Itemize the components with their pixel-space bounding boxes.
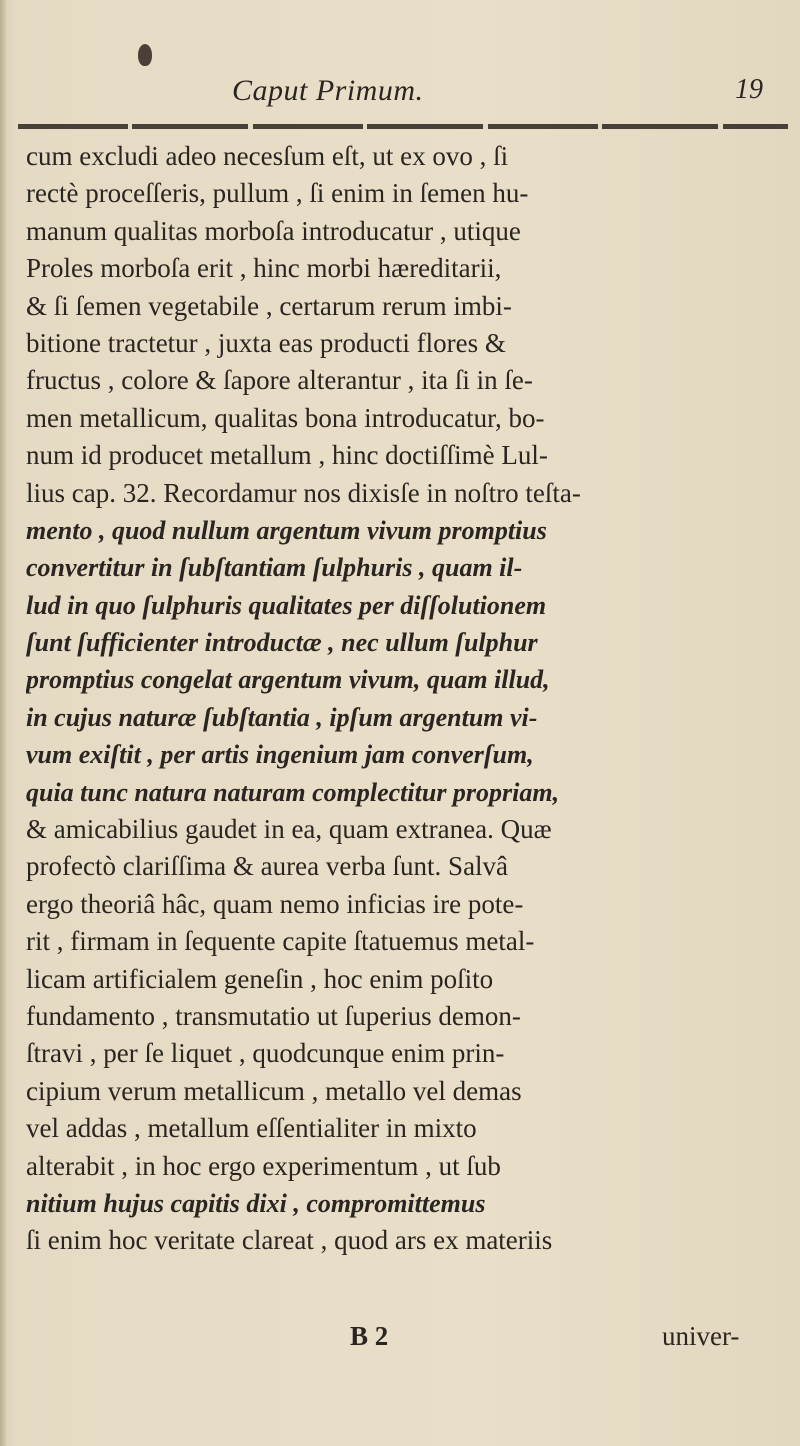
text-line: ſunt ſufficienter introductæ , nec ullum ſulphur — [26, 628, 538, 658]
text-line: promptius congelat argentum vivum, quam illud, — [26, 665, 550, 695]
text-line: cipium verum metallicum , metallo vel demas — [26, 1075, 522, 1106]
text-line: ergo theoriâ hâc, quam nemo inficias ire pote- — [26, 888, 524, 919]
catchword: univer- — [662, 1321, 740, 1351]
body-text — [26, 138, 786, 1260]
text-line: bitione tractetur , juxta eas producti flores & — [26, 327, 506, 358]
text-line: lius cap. 32. Recordamur nos dixisſe in noſtro teſta- — [26, 477, 581, 508]
text-line: fundamento , transmutatio ut ſuperius demon- — [26, 1000, 521, 1031]
text-line: convertitur in ſubſtantiam ſulphuris , quam il- — [26, 553, 523, 583]
text-line: num id producet metallum , hinc doctiſſimè Lul- — [26, 440, 548, 471]
text-line: ſi enim hoc veritate clareat , quod ars ex materiis — [26, 1225, 553, 1256]
signature-mark: B 2 — [350, 1321, 389, 1351]
text-line: manum qualitas morboſa introducatur , utique — [26, 215, 521, 246]
text-line: nitium hujus capitis dixi , compromittemus — [26, 1188, 486, 1218]
text-line: quia tunc natura naturam complectitur propriam, — [26, 777, 560, 807]
text-line: vum exiſtit , per artis ingenium jam converſum, — [26, 740, 534, 770]
text-line: ſtravi , per ſe liquet , quodcunque enim prin- — [26, 1038, 505, 1069]
ink-blot — [138, 44, 152, 66]
text-line: & amicabilius gaudet in ea, quam extranea. Quæ — [26, 814, 552, 845]
header-rule — [18, 124, 788, 129]
text-line: vel addas , metallum eſſentialiter in mixto — [26, 1113, 477, 1144]
text-line: rectè proceſſeris, pullum , ſi enim in ſemen hu- — [26, 178, 529, 209]
text-line: fructus , colore & ſapore alterantur , ita ſi in ſe- — [26, 365, 533, 396]
text-line: mento , quod nullum argentum vivum promptius — [26, 515, 547, 545]
text-line: rit , firmam in ſequente capite ſtatuemus metal- — [26, 926, 535, 957]
text-line: lud in quo ſulphuris qualitates per diſſolutionem — [26, 590, 547, 620]
text-line: profectò clariſſima & aurea verba ſunt. Salvâ — [26, 851, 509, 882]
page-number: 19 — [735, 74, 763, 105]
text-line: in cujus naturæ ſubſtantia , ipſum argentum vi- — [26, 702, 538, 732]
running-head — [0, 74, 800, 114]
text-line: alterabit , in hoc ergo experimentum , ut ſub — [26, 1150, 501, 1181]
text-line: Proles morboſa erit , hinc morbi hæreditarii, — [26, 253, 502, 284]
text-line: licam artificialem geneſin , hoc enim poſito — [26, 963, 494, 994]
running-title: Caput Primum. — [232, 74, 424, 107]
text-line: & ſi ſemen vegetabile , certarum rerum imbi- — [26, 290, 512, 321]
binding-edge — [0, 0, 6, 1446]
text-line: men metallicum, qualitas bona introducatur, bo- — [26, 402, 545, 433]
text-line: cum excludi adeo necesſum eſt, ut ex ovo , ſi — [26, 141, 509, 171]
